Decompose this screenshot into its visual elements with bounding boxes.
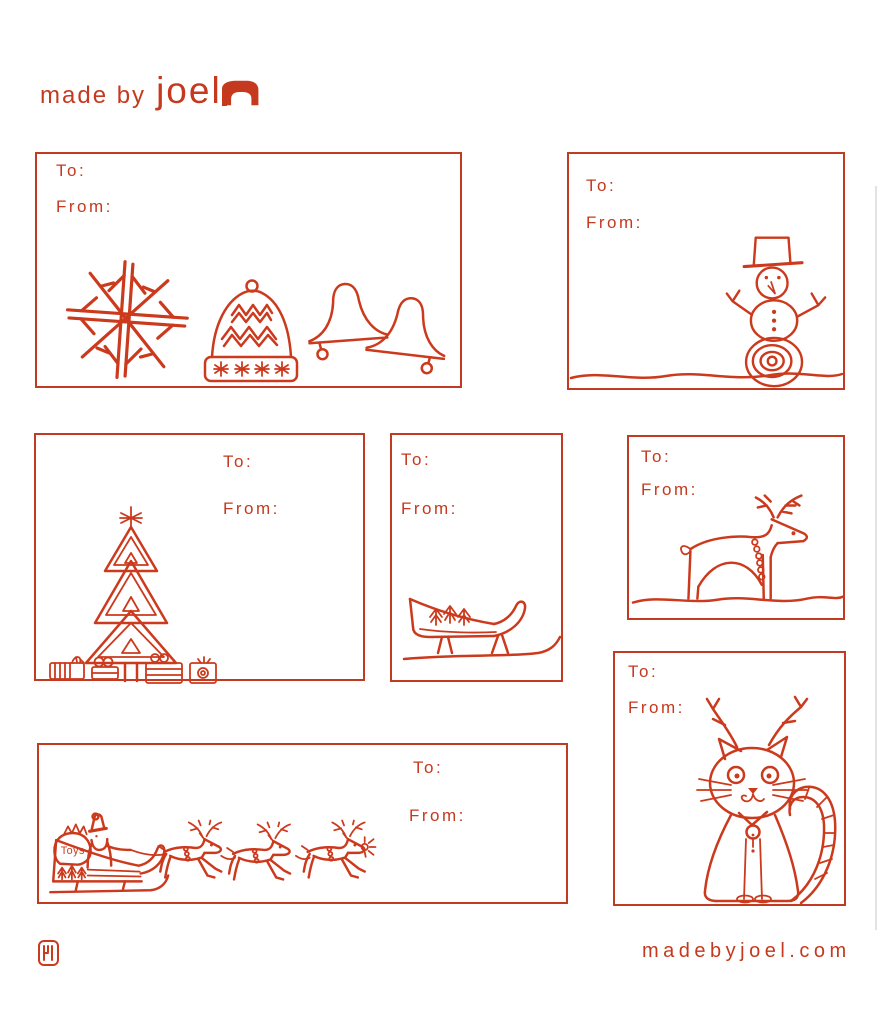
logo-made-by-text: made by (40, 82, 147, 109)
knit-hat-icon (199, 276, 303, 386)
gift-tag-snowman (567, 152, 845, 390)
snow-ground-line (571, 362, 843, 388)
joel-seal-stamp-icon (37, 939, 61, 969)
from-label: From: (401, 499, 458, 518)
cat-with-antlers-icon (649, 695, 849, 905)
from-label: From: (223, 499, 280, 518)
logo-joel-text: joel (156, 70, 222, 111)
to-label: To: (56, 161, 87, 180)
to-label: To: (628, 662, 659, 681)
from-label: From: (641, 480, 698, 499)
toy-sack-icon (54, 824, 90, 864)
gift-tag-snowflake-hat-bells (35, 152, 462, 388)
gift-tag-sled (390, 433, 563, 682)
gift-box-icon (92, 658, 118, 680)
to-label: To: (223, 452, 254, 471)
snowflake-icon (59, 256, 195, 386)
reindeer-icon (629, 493, 845, 619)
elephant-icon (217, 78, 262, 106)
gift-box-icon (146, 654, 182, 683)
christmas-tree-icon (50, 505, 220, 683)
website-url: madebyjoel.com (642, 940, 851, 962)
to-label: To: (401, 450, 432, 469)
sled-icon (398, 591, 568, 675)
flying-reindeer-icon (158, 820, 221, 877)
gift-tag-antler-cat (613, 651, 846, 906)
bells-icon (303, 278, 455, 380)
from-label: From: (56, 197, 113, 216)
to-label: To: (413, 758, 444, 777)
to-label: To: (641, 447, 672, 466)
gift-box-icon (190, 657, 216, 683)
santa-sleigh-scene (45, 791, 425, 904)
scan-edge-artifact (875, 186, 877, 930)
gift-box-icon (50, 657, 84, 679)
from-label: From: (586, 213, 643, 232)
to-label: To: (586, 176, 617, 195)
logo (40, 70, 222, 112)
gift-tag-christmas-tree (34, 433, 365, 681)
flying-reindeer-icon (302, 820, 365, 877)
flying-reindeer-icon (227, 822, 290, 879)
gift-tag-santa-sleigh (37, 743, 568, 904)
from-label: From: (628, 698, 685, 717)
from-label: From: (409, 806, 466, 825)
toy-sack-label: Toys (60, 844, 85, 857)
gift-tag-reindeer (627, 435, 845, 620)
